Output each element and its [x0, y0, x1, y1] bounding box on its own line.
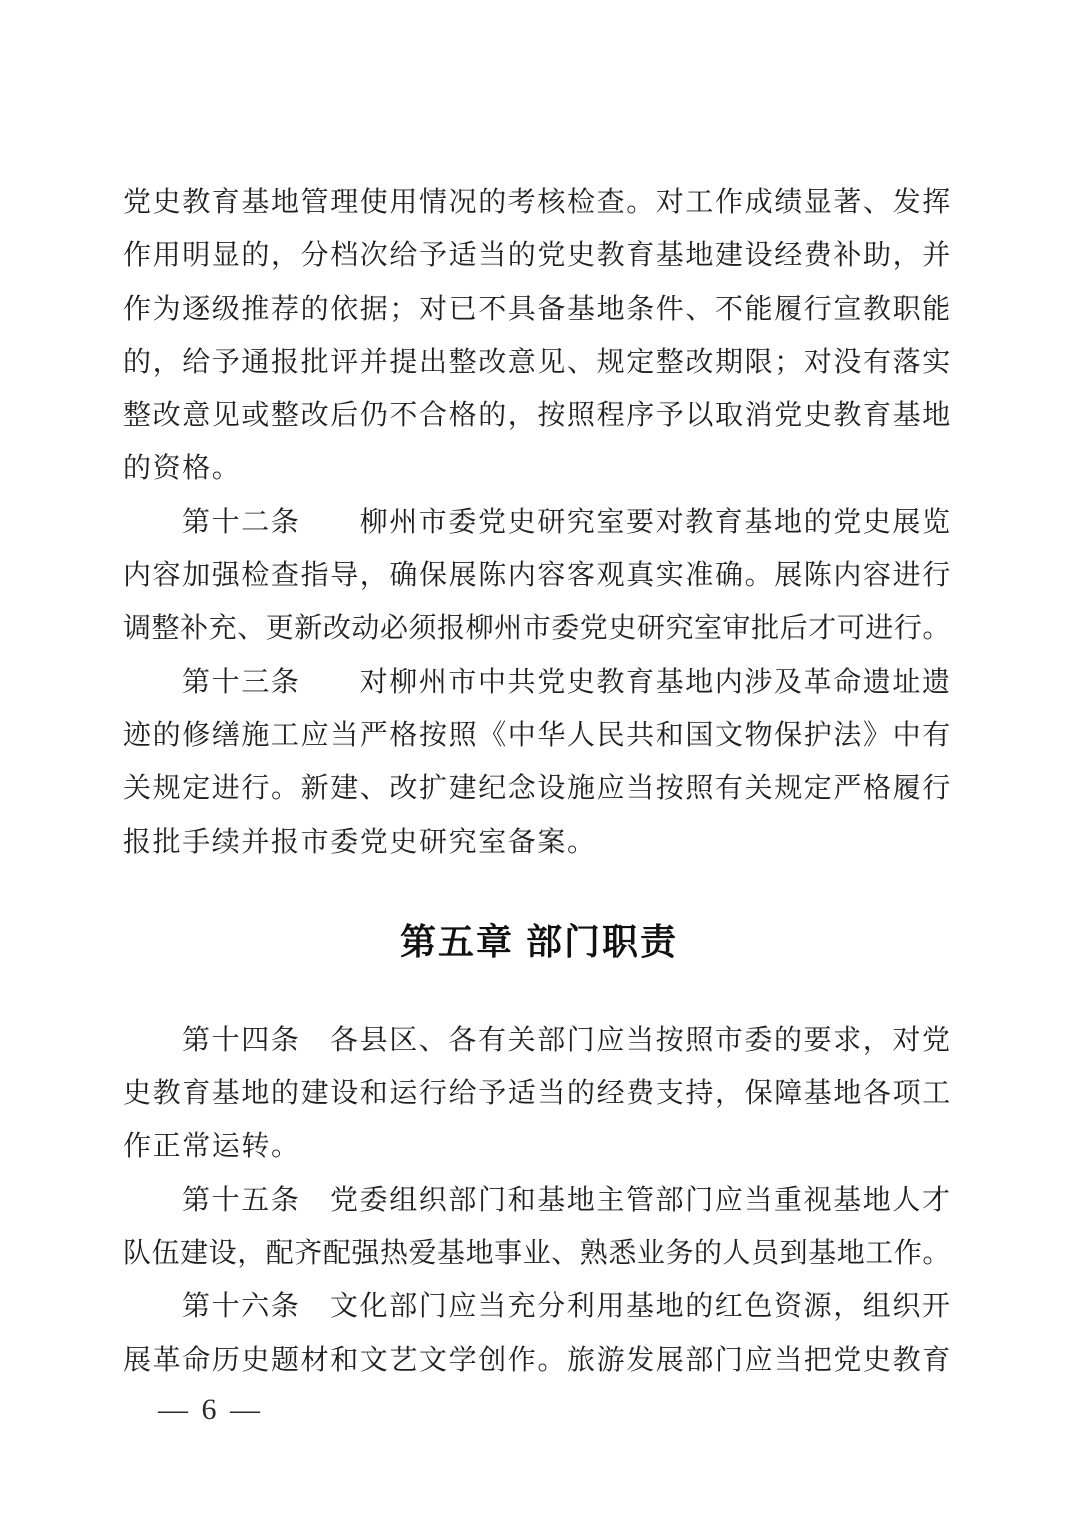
- text-line: 报批手续并报市委党史研究室备案。: [123, 826, 597, 858]
- text-line: 第十五条 党委组织部门和基地主管部门应当重视基地人才: [182, 1184, 952, 1216]
- text-line: 关规定进行。新建、改扩建纪念设施应当按照有关规定严格履行: [123, 773, 952, 805]
- paragraph-continued: [123, 176, 955, 496]
- text-line: 的，给予通报批评并提出整改意见、规定整改期限；对没有落实: [123, 346, 952, 378]
- text-line: 展革命历史题材和文艺文学创作。旅游发展部门应当把党史教育: [123, 1344, 952, 1376]
- text-line: 迹的修缮施工应当严格按照《中华人民共和国文物保护法》中有: [123, 719, 952, 751]
- article-13-paragraph: [123, 656, 955, 869]
- text-line: 的资格。: [123, 453, 242, 485]
- article-15-paragraph: [123, 1174, 955, 1281]
- text-line: 作为逐级推荐的依据；对已不具备基地条件、不能履行宣教职能: [123, 293, 952, 325]
- text-line: 整改意见或整改后仍不合格的，按照程序予以取消党史教育基地: [123, 400, 952, 432]
- article-16-paragraph: [123, 1280, 955, 1387]
- text-line: 第十二条 柳州市委党史研究室要对教育基地的党史展览: [182, 506, 952, 538]
- text-line: 作用明显的，分档次给予适当的党史教育基地建设经费补助，并: [123, 240, 952, 272]
- text-line: 第十三条 对柳州市中共党史教育基地内涉及革命遗址遗: [182, 666, 952, 698]
- text-line: 内容加强检查指导，确保展陈内容客观真实准确。展陈内容进行: [123, 560, 952, 592]
- document-body: [123, 176, 955, 1387]
- text-line: 调整补充、更新改动必须报柳州市委党史研究室审批后才可进行。: [123, 613, 951, 645]
- text-line: 作正常运转。: [123, 1131, 301, 1163]
- text-line: 队伍建设，配齐配强热爱基地事业、熟悉业务的人员到基地工作。: [123, 1238, 951, 1270]
- chapter-heading: 第五章 部门职责: [399, 920, 678, 962]
- text-line: 第十六条 文化部门应当充分利用基地的红色资源，组织开: [182, 1291, 952, 1323]
- article-12-paragraph: [123, 496, 955, 656]
- text-line: 第十四条 各县区、各有关部门应当按照市委的要求，对党: [182, 1024, 952, 1056]
- text-line: 史教育基地的建设和运行给予适当的经费支持，保障基地各项工: [123, 1078, 952, 1110]
- article-14-paragraph: [123, 1014, 955, 1174]
- text-line: 党史教育基地管理使用情况的考核检查。对工作成绩显著、发挥: [123, 187, 952, 218]
- page-number: — 6 —: [158, 1393, 263, 1426]
